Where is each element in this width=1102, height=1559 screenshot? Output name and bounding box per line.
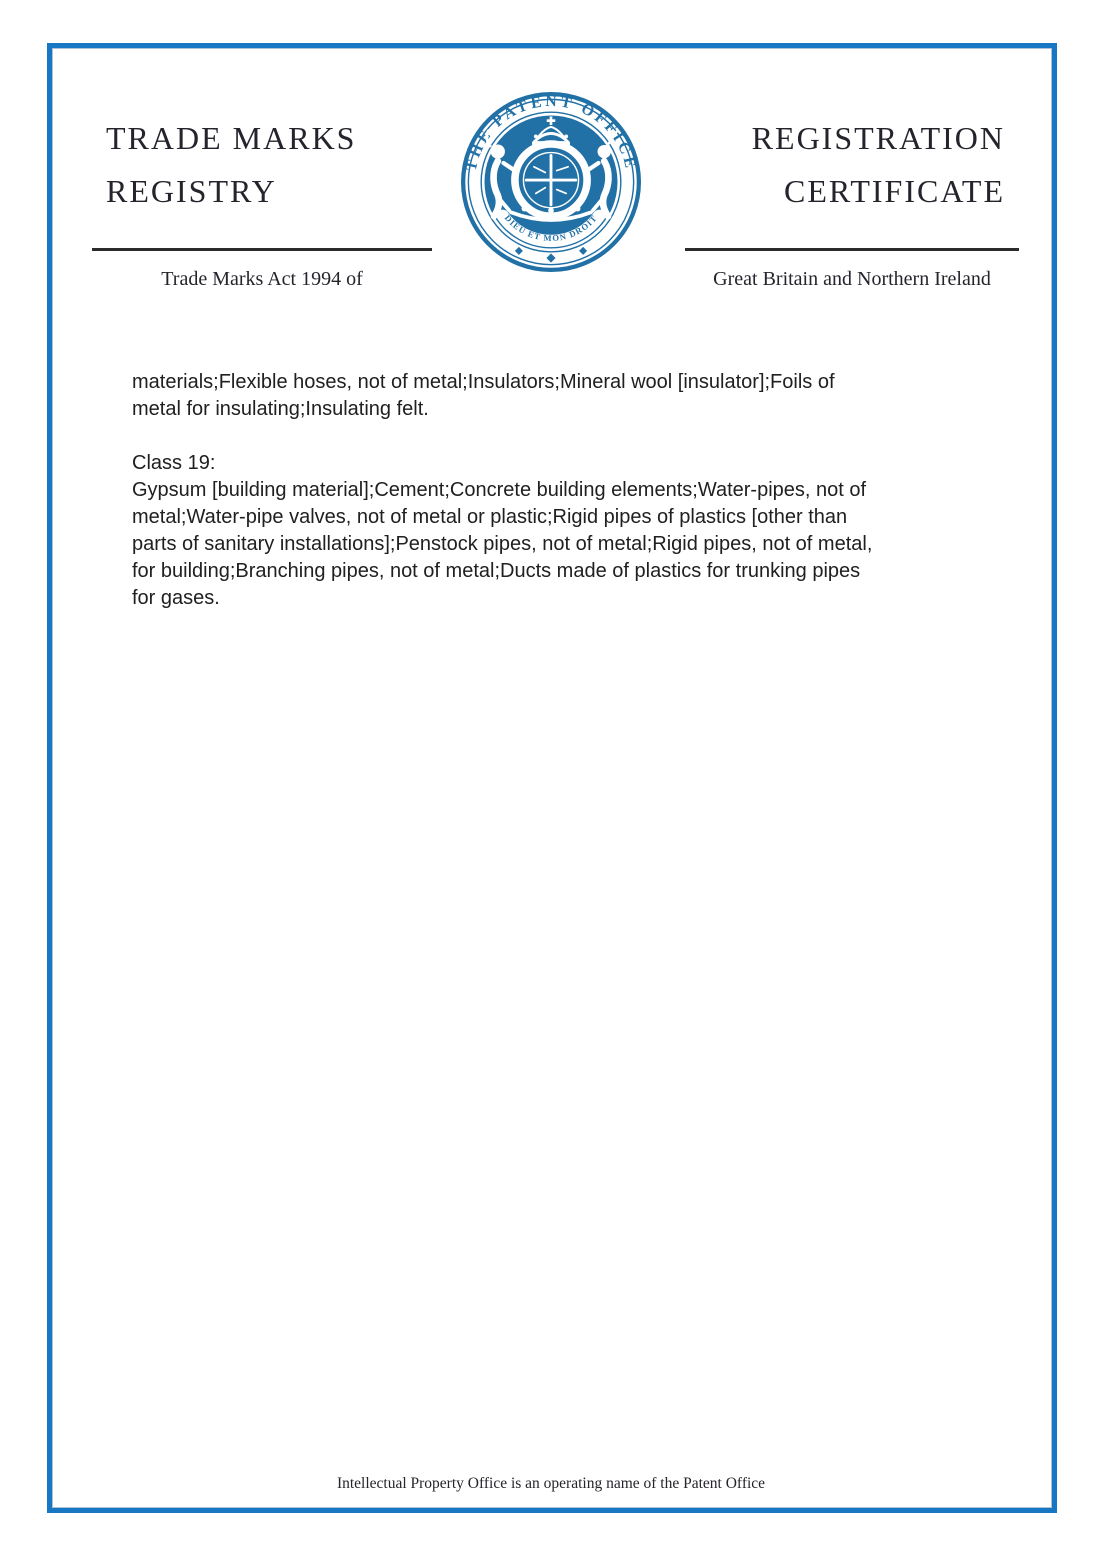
text-line: for building;Branching pipes, not of metal;Ducts made of plastics for trunking pipes — [132, 560, 861, 582]
footer-note: Intellectual Property Office is an operating name of the Patent Office — [336, 1475, 766, 1492]
patent-office-seal — [456, 87, 646, 277]
text-line: for gases. — [132, 587, 220, 609]
patent-office-seal-graphic — [456, 87, 646, 277]
paragraph-gap — [132, 423, 967, 450]
text-line: metal;Water-pipe valves, not of metal or plastic;Rigid pipes of plastics [other than — [132, 506, 848, 528]
text-line: metal for insulating;Insulating felt. — [132, 398, 429, 420]
class-heading: Class 19: — [132, 452, 216, 474]
certificate-body — [132, 369, 967, 612]
text-line: parts of sanitary installations];Penstock pipes, not of metal;Rigid pipes, not of metal, — [132, 533, 873, 555]
garter-shield — [515, 144, 587, 216]
goods-paragraph-class17 — [132, 369, 967, 423]
left-title-line2: REGISTRY — [106, 173, 277, 209]
right-title — [657, 112, 1005, 218]
left-divider-rule — [92, 248, 432, 251]
right-divider-rule — [685, 248, 1019, 251]
text-line: Gypsum [building material];Cement;Concrete building elements;Water-pipes, not of — [132, 479, 867, 501]
goods-paragraph-class19 — [132, 477, 967, 612]
left-title-line1: TRADE MARKS — [106, 120, 357, 156]
right-title-line2: CERTIFICATE — [784, 173, 1005, 209]
right-title-line1: REGISTRATION — [751, 120, 1005, 156]
seal-band-textpath: THE PATENT OFFICE — [462, 92, 640, 173]
left-title — [106, 112, 466, 218]
right-subtitle: Great Britain and Northern Ireland — [713, 268, 991, 290]
text-line: materials;Flexible hoses, not of metal;Insulators;Mineral wool [insulator];Foils of — [132, 371, 835, 393]
seal-motto-textpath: DIEU ET MON DROIT — [502, 212, 600, 244]
left-subtitle: Trade Marks Act 1994 of — [161, 268, 363, 290]
